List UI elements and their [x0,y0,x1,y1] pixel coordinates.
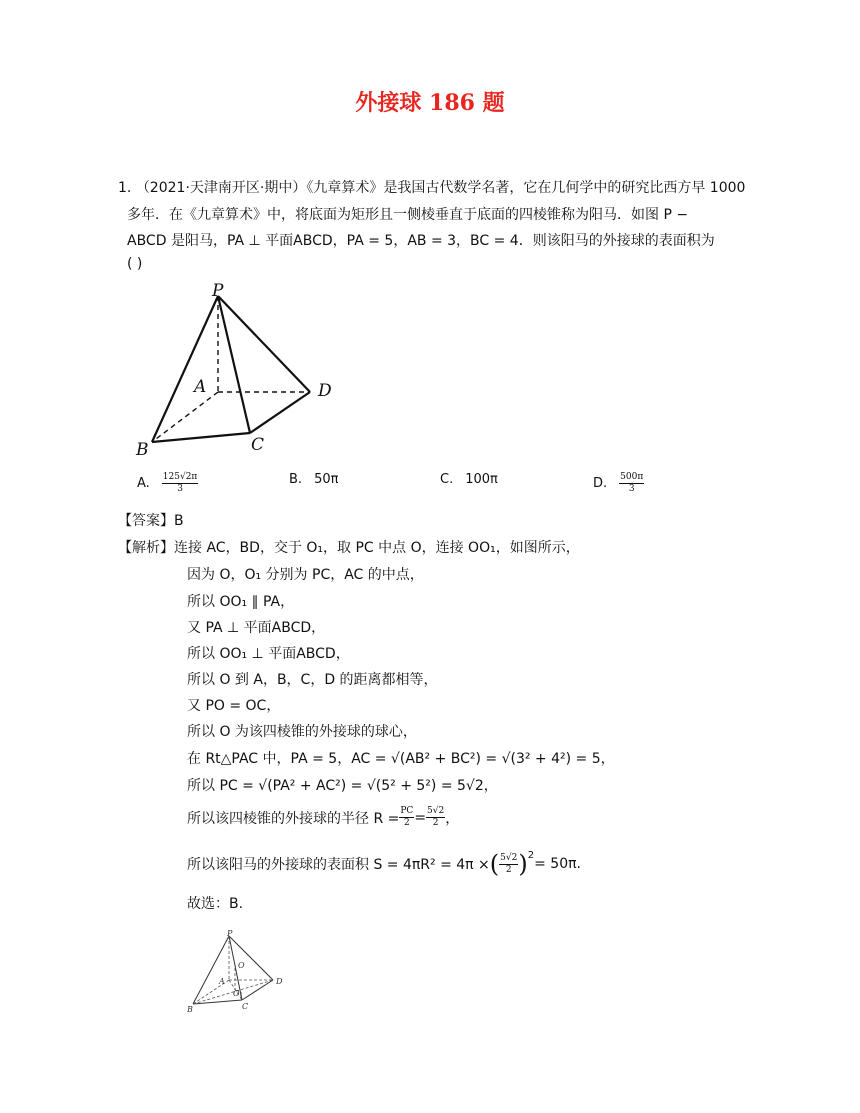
option-d-fraction: $\frac{500\pi}{3}$ [620,472,644,494]
solution-line-5: 所以 OO₁ ⊥ 平面ABCD， [187,646,350,662]
question-line-1 [118,177,745,197]
paren-open: ( [489,850,500,878]
option-a-fraction: $\frac{125√2\pi}{3}$ [162,472,198,494]
solution-figure [185,928,295,1018]
label-b: B [136,440,149,460]
answer-value: B [174,513,184,529]
solution-line-11: 所以该四棱锥的外接球的半径 R = $\frac{PC}{2}$ = $\frac{5√2}{2}$ ， [187,806,460,828]
solution-line-13: 故选：B. [187,896,244,912]
question-line-3: ABCD 是阳马，PA ⊥ 平面ABCD，PA = 5，AB = 3，BC = 4．则该阳马的外接球的表面积为 [127,233,715,249]
pyramid-figure [128,282,348,462]
solution-line-3: 所以 OO₁ ∥ PA， [187,594,295,610]
answer-label: 【答案】 [118,513,174,529]
fraction-pc-2: $\frac{PC}{2}$ [400,806,414,828]
label-o: O [238,961,245,970]
solution-line-12: 所以该阳马的外接球的表面积 S = 4πR² = 4π × ( $\frac{5√2}{2}$ ) $^2$ = 50π. [187,850,581,878]
option-d[interactable] [593,472,644,495]
option-c[interactable] [440,472,498,487]
edge-bc [152,433,250,442]
option-a[interactable] [137,472,198,495]
edge-cd [250,392,310,433]
solution-line-2: 因为 O，O₁ 分别为 PC，AC 的中点， [187,567,424,583]
label-a-2: A [219,977,225,986]
option-b[interactable] [289,472,338,487]
option-b-label: B. [289,472,303,487]
option-c-label: C. [440,472,454,487]
question-text-1: （2021·天津南开区·期中）《九章算术》是我国古代数学名著，它在几何学中的研究比西方早 1000 [135,180,746,196]
option-a-label: A. [137,476,150,491]
solution-line-10: 所以 PC = √(PA² + AC²) = √(5² + 5²) = 5√2， [187,778,498,794]
label-a: A [194,377,207,397]
answer-line [118,510,184,530]
solution-line-4: 又 PA ⊥ 平面ABCD， [187,620,326,636]
edge-pd-2 [229,936,273,980]
label-c: C [251,435,265,455]
solution-line-7: 又 PO = OC， [187,698,281,714]
label-b-2: B [187,1005,193,1014]
label-d: D [318,381,332,401]
edge-pd [218,296,310,392]
paren-close: ) [518,850,528,878]
label-p-2: P [227,929,233,938]
fraction-radius-squared: $\frac{5√2}{2}$ [500,852,518,875]
question-number: 1. [118,180,132,196]
solution-line-1: 【解析】连接 AC，BD，交于 O₁，取 PC 中点 O，连接 OO₁，如图所示， [118,540,580,556]
fraction-radius: $\frac{5√2}{2}$ [427,806,445,828]
edge-pc [218,296,250,433]
solution-line-9: 在 Rt△PAC 中，PA = 5，AC = √(AB² + BC²) = √(3² + 4²) = 5， [187,751,615,767]
edge-pb [152,296,218,442]
option-b-value: 50π [314,472,339,487]
label-o1: O₁ [233,989,243,998]
label-p: P [212,282,224,301]
label-d-2: D [276,977,283,986]
edge-cd-2 [242,980,273,1000]
edge-ab [152,392,218,442]
option-c-value: 100π [465,472,498,487]
solution-line-6: 所以 O 到 A，B，C，D 的距离都相等， [187,672,438,688]
question-line-4: ( ) [127,256,143,272]
solution-line-8: 所以 O 为该四棱锥的外接球的球心， [187,724,417,740]
option-d-label: D. [593,476,608,491]
page-title: 外接球 186 题 [355,90,505,116]
solution-label: 【解析】 [118,540,174,556]
label-c-2: C [242,1002,249,1011]
question-line-2: 多年．在《九章算术》中，将底面为矩形且一侧棱垂直于底面的四棱锥称为阳马．如图 P − [127,207,689,223]
edge-pb-2 [193,936,229,1004]
